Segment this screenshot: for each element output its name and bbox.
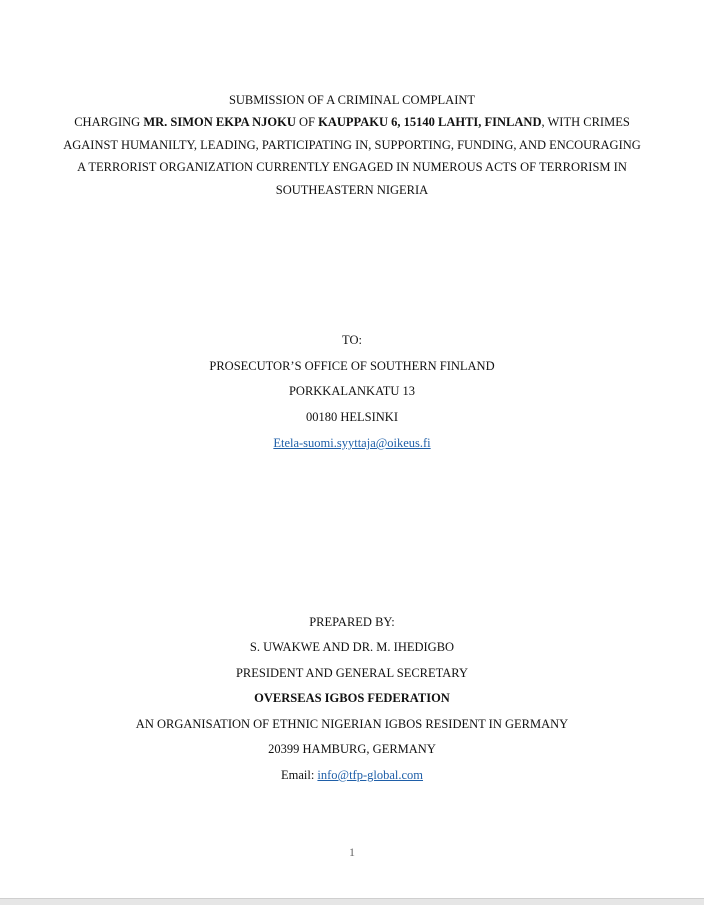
page-number-text: 1 <box>349 845 355 859</box>
accused-address: KAUPPAKU 6, 15140 LAHTI, FINLAND <box>318 115 542 129</box>
preparer-names <box>0 639 704 655</box>
title-line-4 <box>0 159 704 175</box>
title-line-5 <box>0 182 704 198</box>
title-line-1 <box>0 92 704 108</box>
recipient-street-text: PORKKALANKATU 13 <box>288 384 416 398</box>
recipient-city-text: 00180 HELSINKI <box>305 410 398 424</box>
preparer-city-text: 20399 HAMBURG, GERMANY <box>268 742 436 756</box>
page-number <box>0 844 704 860</box>
preparer-email-label: Email: <box>280 768 318 782</box>
recipient-email-link[interactable]: Etela-suomi.syyttaja@oikeus.fi <box>273 436 431 450</box>
title-text: SUBMISSION OF A CRIMINAL COMPLAINT <box>228 93 476 107</box>
preparer-label <box>0 614 704 630</box>
title-line-3 <box>0 137 704 153</box>
title-charging-prefix: CHARGING <box>74 115 144 129</box>
recipient-label <box>0 332 704 348</box>
title-region-text: SOUTHEASTERN NIGERIA <box>275 183 429 197</box>
preparer-email-link[interactable]: info@tfp-global.com <box>317 768 424 782</box>
title-line-2 <box>0 114 704 130</box>
accused-name: MR. SIMON EKPA NJOKU <box>143 115 296 129</box>
title-organization-text: A TERRORIST ORGANIZATION CURRENTLY ENGAGED IN NUMEROUS ACTS OF TERRORISM IN <box>77 160 627 174</box>
preparer-roles <box>0 665 704 681</box>
recipient-office <box>0 358 704 374</box>
recipient-email-line <box>0 435 704 451</box>
recipient-office-text: PROSECUTOR’S OFFICE OF SOUTHERN FINLAND <box>209 359 495 373</box>
recipient-city <box>0 409 704 425</box>
recipient-street <box>0 383 704 399</box>
preparer-description-text: AN ORGANISATION OF ETHNIC NIGERIAN IGBOS RESIDENT IN GERMANY <box>135 717 569 731</box>
preparer-roles-text: PRESIDENT AND GENERAL SECRETARY <box>235 666 468 680</box>
title-charges-text: AGAINST HUMANILTY, LEADING, PARTICIPATING IN, SUPPORTING, FUNDING, AND ENCOURAGING <box>63 138 641 152</box>
preparer-organization <box>0 690 704 706</box>
preparer-description <box>0 716 704 732</box>
title-of: OF <box>295 115 319 129</box>
preparer-names-text: S. UWAKWE AND DR. M. IHEDIGBO <box>249 640 455 654</box>
preparer-organization-text: OVERSEAS IGBOS FEDERATION <box>254 691 450 705</box>
preparer-city <box>0 741 704 757</box>
preparer-label-text: PREPARED BY: <box>309 615 395 629</box>
title-crimes-suffix: , WITH CRIMES <box>541 115 630 129</box>
preparer-email-line <box>0 767 704 783</box>
recipient-label-text: TO: <box>342 333 362 347</box>
